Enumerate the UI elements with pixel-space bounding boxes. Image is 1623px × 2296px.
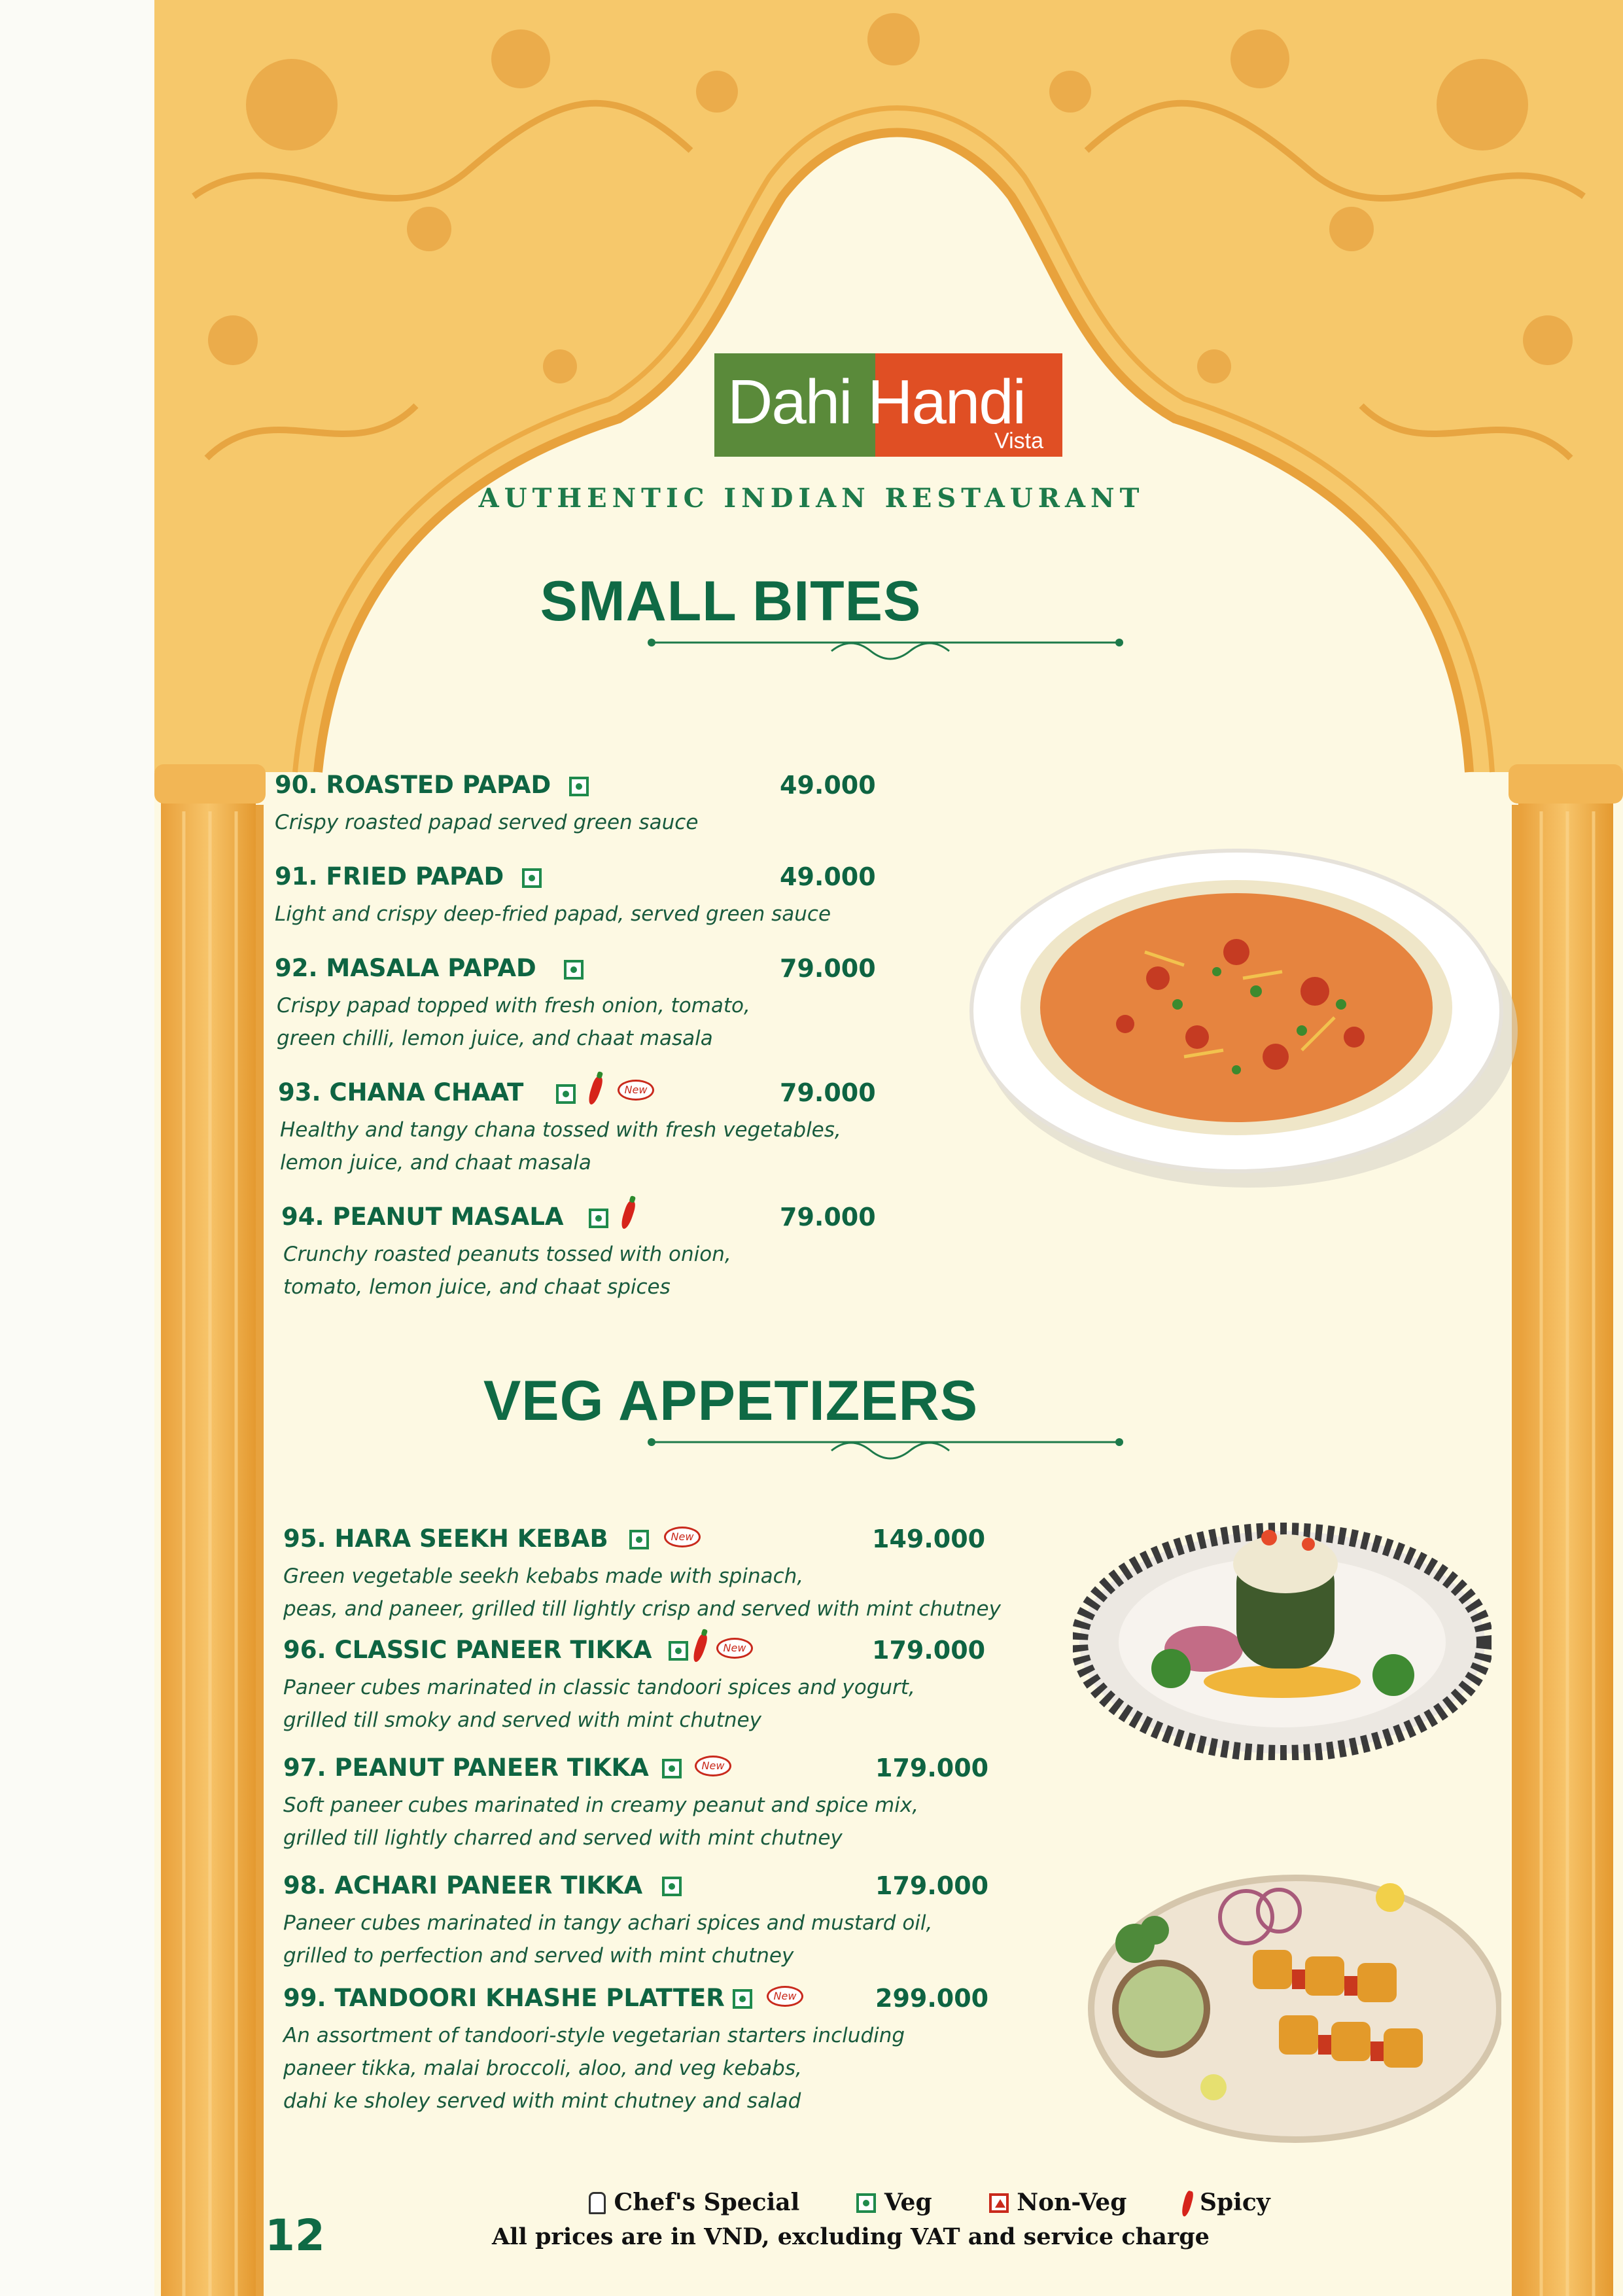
veg-icon — [629, 1530, 649, 1549]
section-title-small-bites: SMALL BITES — [540, 570, 922, 633]
item-description: grilled till lightly charred and served with mint chutney — [283, 1826, 843, 1850]
item-price: 299.000 — [875, 1984, 989, 2013]
non-veg-icon — [989, 2193, 1009, 2213]
item-description: Soft paneer cubes marinated in creamy peanut and spice mix, — [283, 1793, 919, 1817]
item-price: 79.000 — [780, 954, 876, 983]
item-description: lemon juice, and chaat masala — [280, 1151, 591, 1174]
price-note: All prices are in VND, excluding VAT and service charge — [492, 2223, 1210, 2250]
legend — [589, 2189, 1270, 2217]
item-price: 79.000 — [780, 1078, 876, 1107]
legend-spicy: Spicy — [1200, 2189, 1270, 2216]
veg-icon — [662, 1759, 682, 1778]
new-badge: New — [618, 1080, 654, 1101]
veg-icon — [556, 1084, 576, 1104]
new-badge: New — [695, 1756, 731, 1776]
tagline: AUTHENTIC INDIAN RESTAURANT — [478, 483, 1145, 514]
item-name: 95. HARA SEEKH KEBAB — [283, 1525, 608, 1553]
new-badge: New — [664, 1527, 701, 1547]
item-price: 179.000 — [872, 1636, 986, 1665]
item-description: dahi ke sholey served with mint chutney and salad — [283, 2089, 801, 2113]
veg-icon — [564, 960, 584, 980]
item-description: grilled to perfection and served with mint chutney — [283, 1944, 794, 1968]
item-description: Crunchy roasted peanuts tossed with onion, — [283, 1243, 731, 1266]
item-price: 149.000 — [872, 1525, 986, 1553]
veg-icon — [569, 777, 589, 796]
item-description: Green vegetable seekh kebabs made with spinach, — [283, 1564, 804, 1588]
item-name: 97. PEANUT PANEER TIKKA — [283, 1754, 649, 1782]
veg-icon — [856, 2193, 876, 2213]
section-title-veg-appetizers: VEG APPETIZERS — [483, 1369, 979, 1432]
item-name: 90. ROASTED PAPAD — [275, 771, 551, 799]
new-badge: New — [767, 1986, 803, 2007]
item-description: paneer tikka, malai broccoli, aloo, and veg kebabs, — [283, 2057, 802, 2080]
item-price: 179.000 — [875, 1754, 989, 1782]
item-description: Paneer cubes marinated in classic tandoori spices and yogurt, — [283, 1676, 915, 1699]
item-price: 179.000 — [875, 1871, 989, 1900]
page-number: 12 — [265, 2210, 325, 2261]
masala-papad-photo — [962, 821, 1524, 1207]
item-price: 79.000 — [780, 1203, 876, 1231]
new-badge: New — [716, 1638, 753, 1659]
item-name: 91. FRIED PAPAD — [275, 862, 504, 891]
veg-icon — [522, 868, 542, 888]
item-description: Light and crispy deep-fried papad, served green sauce — [275, 902, 831, 926]
item-description: Crispy papad topped with fresh onion, tomato, — [277, 994, 750, 1017]
logo-subtext: Vista — [994, 429, 1043, 453]
chef-hat-icon — [589, 2192, 606, 2214]
page-margin — [0, 0, 154, 2296]
item-description: Paneer cubes marinated in tangy achari spices and mustard oil, — [283, 1911, 933, 1935]
spicy-icon — [1180, 2190, 1195, 2217]
seekh-kebab-photo — [1073, 1511, 1492, 1760]
item-price: 49.000 — [780, 862, 876, 891]
veg-icon — [669, 1641, 688, 1661]
legend-veg: Veg — [884, 2189, 932, 2216]
item-description: tomato, lemon juice, and chaat spices — [283, 1275, 671, 1299]
item-description: Crispy roasted papad served green sauce — [275, 811, 699, 834]
item-name: 94. PEANUT MASALA — [281, 1203, 564, 1231]
item-name: 92. MASALA PAPAD — [275, 954, 536, 982]
legend-chef: Chef's Special — [614, 2189, 800, 2216]
logo-text: Dahi Handi — [727, 367, 1025, 437]
item-description: grilled till smoky and served with mint chutney — [283, 1708, 761, 1732]
item-name: 96. CLASSIC PANEER TIKKA — [283, 1636, 652, 1664]
item-description: green chilli, lemon juice, and chaat masala — [277, 1027, 713, 1050]
item-description: peas, and paneer, grilled till lightly crisp and served with mint chutney — [283, 1597, 1001, 1621]
item-name: 98. ACHARI PANEER TIKKA — [283, 1871, 643, 1899]
item-description: Healthy and tangy chana tossed with fresh vegetables, — [280, 1118, 841, 1142]
item-price: 49.000 — [780, 771, 876, 800]
item-name: 99. TANDOORI KHASHE PLATTER — [283, 1984, 725, 2012]
paneer-platter-photo — [1083, 1865, 1501, 2146]
item-description: An assortment of tandoori-style vegetarian starters including — [283, 2024, 905, 2047]
veg-icon — [589, 1209, 608, 1228]
legend-nonveg: Non-Veg — [1017, 2189, 1127, 2216]
item-name: 93. CHANA CHAAT — [278, 1078, 524, 1106]
veg-icon — [733, 1989, 752, 2009]
veg-icon — [662, 1877, 682, 1896]
